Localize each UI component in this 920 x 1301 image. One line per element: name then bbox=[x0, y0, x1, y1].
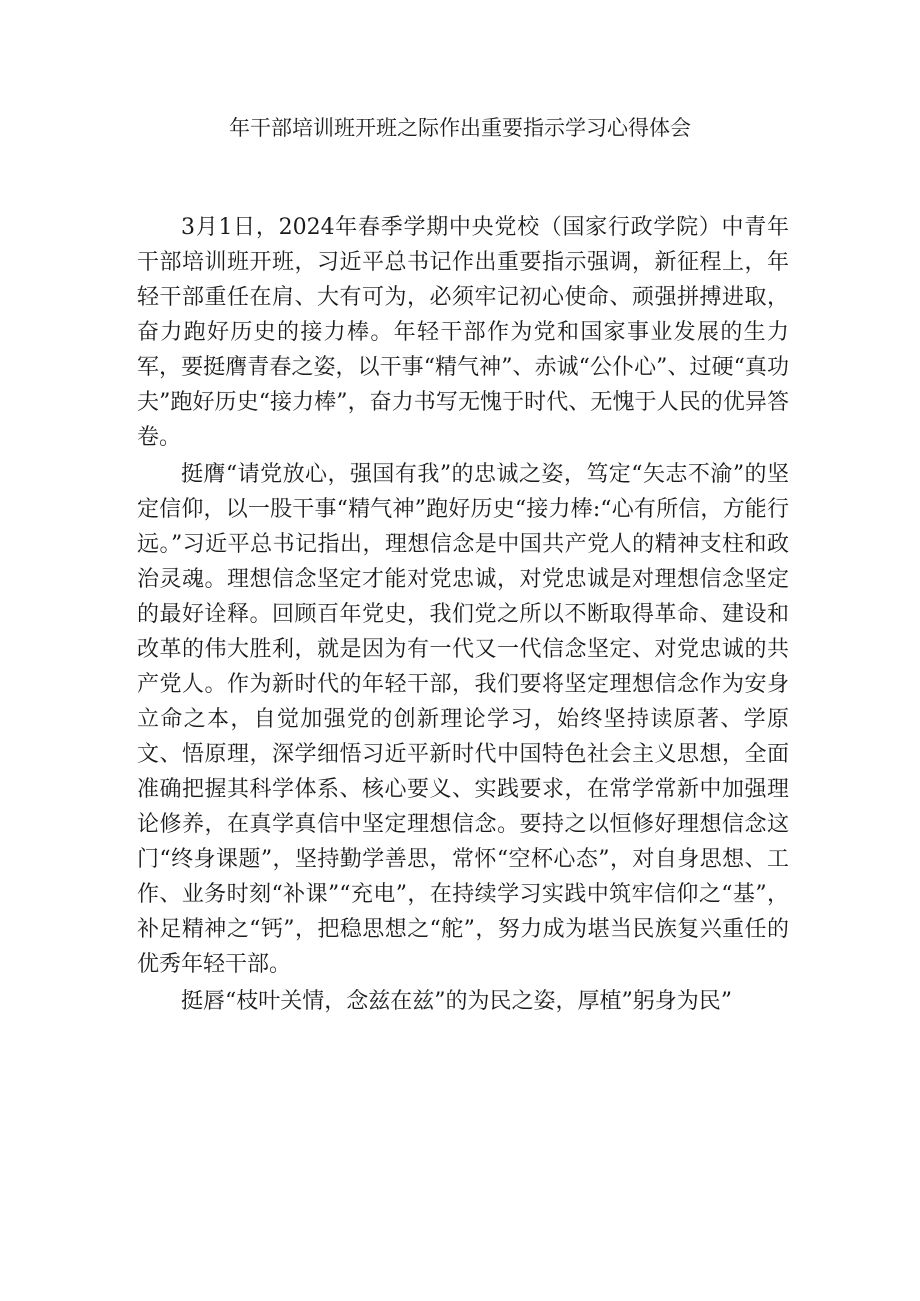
paragraph-2: 挺膺“请党放心，强国有我”的忠诚之姿，笃定“矢志不渝”的坚定信仰，以一股干事“精气神”跑好历史“接力棒:“心有所信，方能行远。”习近平总书记指出，理想信念是中国共产党人的精神支柱和政治灵魂。理想信念坚定才能对党忠诚，对党忠诚是对理想信念坚定的最好诠释。回顾百年党史，我们党之所以不断取得革命、建设和改革的伟大胜利，就是因为有一代又一代信念坚定、对党忠诚的共产党人。作为新时代的年轻干部，我们要将坚定理想信念作为安身立命之本，自觉加强党的创新理论学习，始终坚持读原著、学原文、悟原理，深学细悟习近平新时代中国特色社会主义思想，全面准确把握其科学体系、核心要义、实践要求，在常学常新中加强理论修养，在真学真信中坚定理想信念。要持之以恒修好理想信念这门“终身课题”，坚持勤学善思，常怀“空杯心态”，对自身思想、工作、业务时刻“补课”“充电”，在持续学习实践中筑牢信仰之“基”，补足精神之“钙”，把稳思想之“舵”，努力成为堪当民族复兴重任的优秀年轻干部。 bbox=[137, 462, 789, 977]
paragraph-3: 挺唇“枝叶关情，念兹在兹”的为民之姿，厚植”躬身为民” bbox=[181, 989, 732, 1014]
document-body bbox=[137, 210, 789, 1021]
paragraph-1: 3月1日，2024年春季学期中央党校（国家行政学院）中青年干部培训班开班，习近平总书记作出重要指示强调，新征程上，年轻干部重任在肩、大有可为，必须牢记初心使命、顽强拼搏进取，奋力跑好历史的接力棒。年轻干部作为党和国家事业发展的生力军，要挺膺青春之姿，以干事“精气神”、赤诚“公仆心”、过硬“真功夫”跑好历史“接力棒”，奋力书写无愧于时代、无愧于人民的优异答卷。 bbox=[137, 215, 789, 450]
document-title: 年干部培训班开班之际作出重要指示学习心得体会 bbox=[229, 116, 691, 140]
